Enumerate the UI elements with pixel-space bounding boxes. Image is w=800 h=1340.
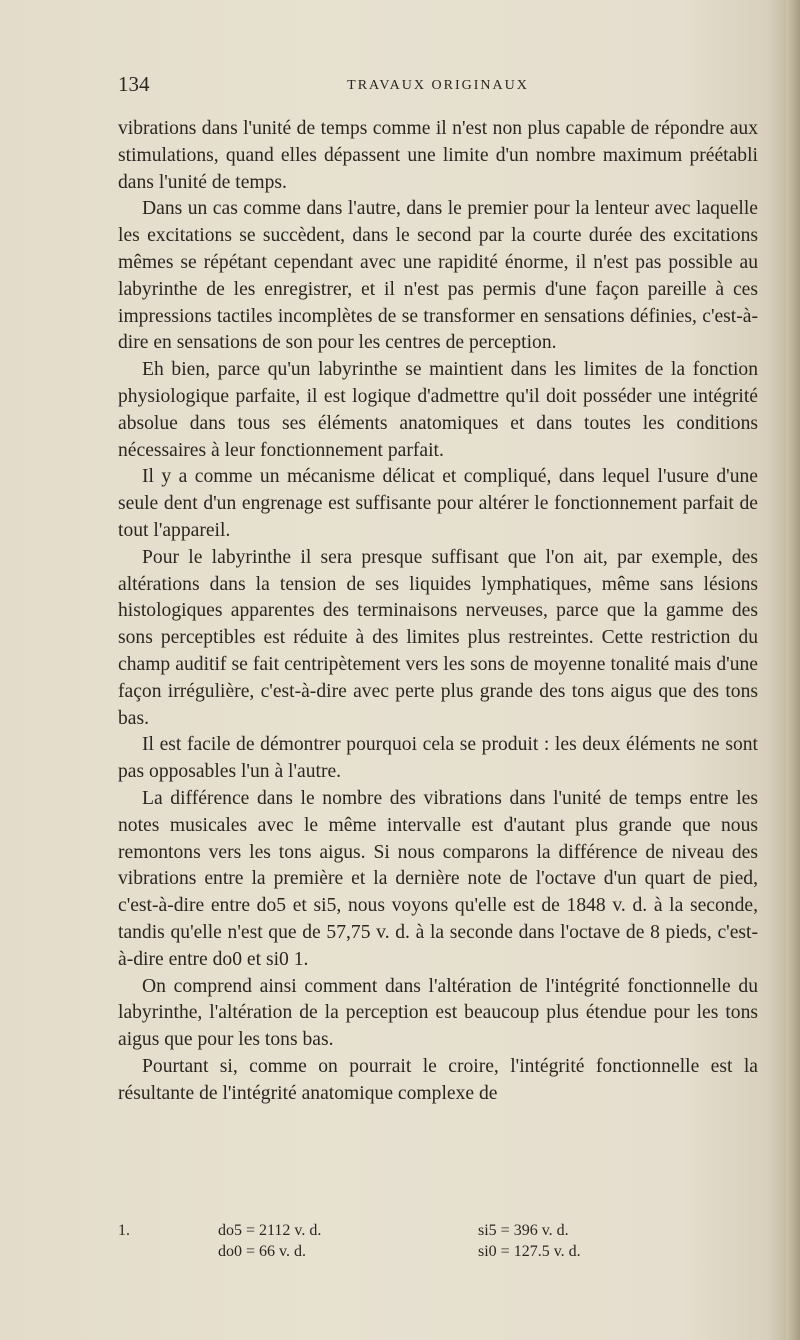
running-head: TRAVAUX ORIGINAUX <box>347 78 529 93</box>
paragraph: Pour le labyrinthe il sera presque suffisant que l'on ait, par exemple, des altérations dans la tension de ses liquides lymphatiques, même sans lésions histologiques apparentes des terminaisons nerveuses, parce que la gamme des sons perceptibles est réduite à des limites plus restreintes. Cette restriction du champ auditif se fait centripètement vers les sons de moyenne tonalité mais d'une façon irrégulière, c'est-à-dire avec perte plus grande des tons aigus que des tons bas. <box>118 546 758 729</box>
paragraph: On comprend ainsi comment dans l'altération de l'intégrité fonctionnelle du labyrinthe, l'altération de la perception est beaucoup plus étendue pour les tons aigus que pour les tons bas. <box>118 975 758 1051</box>
footnote-row <box>118 1220 758 1241</box>
footnote-cell: do5 = 2112 v. d. <box>218 1222 322 1239</box>
paragraph: vibrations dans l'unité de temps comme il n'est non plus capable de répondre aux stimulations, quand elles dépassent une limite d'un nombre maximum préétabli dans l'unité de temps. <box>118 118 758 193</box>
page-number: 134 <box>118 72 150 96</box>
footnote-cell: do0 = 66 v. d. <box>218 1243 306 1260</box>
paragraph: Dans un cas comme dans l'autre, dans le premier pour la lenteur avec laquelle les excitations se succèdent, dans le second par la courte durée des excitations mêmes se répétant cependant avec une rapidité énorme, il n'est pas possible au labyrinthe de les enregistrer, et il n'est pas permis d'une façon pareille à ces impressions tactiles incomplètes de se transformer en sensations définies, c'est-à-dire en sensations de son pour les centres de perception. <box>118 198 758 354</box>
paragraph: Il y a comme un mécanisme délicat et compliqué, dans lequel l'usure d'une seule dent d'un engrenage est suffisante pour altérer le fonctionnement parfait de tout l'appareil. <box>118 466 758 541</box>
footnote-cell: si0 = 127.5 v. d. <box>478 1243 581 1260</box>
body-text <box>118 116 758 1107</box>
footnote-marker: 1. <box>118 1222 130 1239</box>
paragraph: Pourtant si, comme on pourrait le croire, l'intégrité fonctionnelle est la résultante de l'intégrité anatomique complexe de <box>118 1055 758 1104</box>
footnote-row <box>118 1241 758 1262</box>
paragraph: La différence dans le nombre des vibrations dans l'unité de temps entre les notes musicales avec le même intervalle est d'autant plus grande que nous remontons vers les tons aigus. Si nous comparons la différence de niveau des vibrations entre la première et la dernière note de l'octave d'un quart de pied, c'est-à-dire entre do5 et si5, nous voyons qu'elle est de 1848 v. d. à la seconde, tandis qu'elle n'est que de 57,75 v. d. à la seconde dans l'octave de 8 pieds, c'est-à-dire entre do0 et si0 1. <box>118 787 758 970</box>
page-edge <box>786 0 800 1340</box>
footnote-cell: si5 = 396 v. d. <box>478 1222 569 1239</box>
page-header <box>118 72 758 100</box>
footnote <box>118 1220 758 1262</box>
paragraph: Il est facile de démontrer pourquoi cela se produit : les deux éléments ne sont pas opposables l'un à l'autre. <box>118 734 758 783</box>
paragraph: Eh bien, parce qu'un labyrinthe se maintient dans les limites de la fonction physiologique parfaite, il est logique d'admettre qu'il doit posséder une intégrité absolue dans tous ses éléments anatomiques et dans toutes les conditions nécessaires à leur fonctionnement parfait. <box>118 359 758 461</box>
